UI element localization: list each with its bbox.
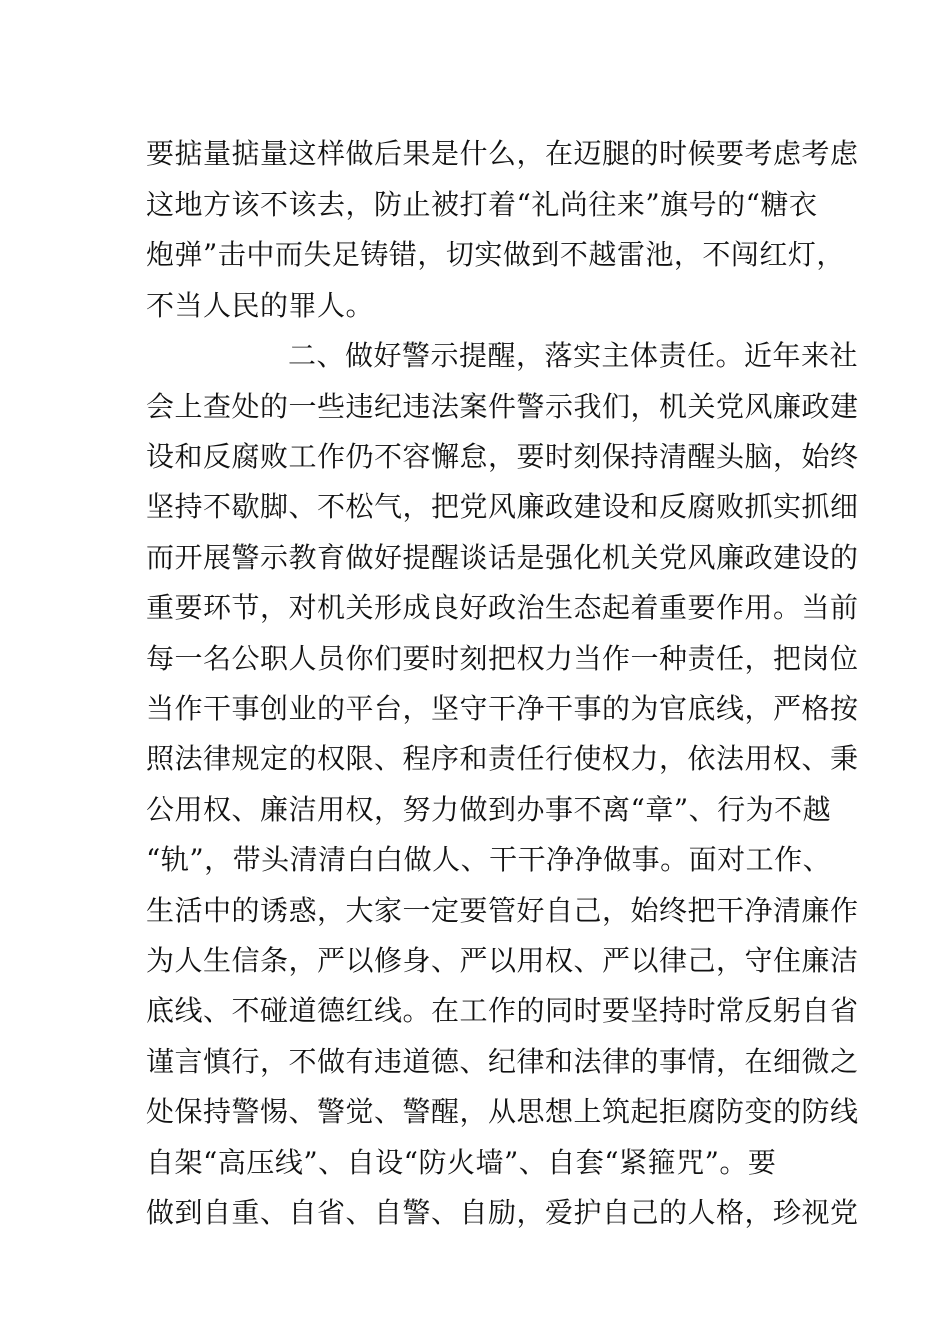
section-heading-line: 二、做好警示提醒，落实主体责任。近年来社 (288, 339, 859, 372)
text-line: 要掂量掂量这样做后果是什么，在迈腿的时候要考虑考虑 (146, 137, 859, 170)
text-line: 谨言慎行，不做有违道德、纪律和法律的事情，在细微之 (146, 1045, 859, 1078)
text-line: 为人生信条，严以修身、严以用权、严以律己，守住廉洁 (146, 944, 859, 977)
text-line: 照法律规定的权限、程序和责任行使权力，依法用权、秉 (146, 742, 859, 775)
text-line: 处保持警惕、警觉、警醒，从思想上筑起拒腐防变的防线 (146, 1095, 859, 1128)
text-line: 重要环节，对机关形成良好政治生态起着重要作用。当前 (146, 591, 859, 624)
text-line: 公用权、廉洁用权，努力做到办事不离“章”、行为不越 (146, 793, 832, 826)
text-line: 这地方该不该去，防止被打着“礼尚往来”旗号的“糖衣 (146, 188, 818, 221)
text-line: 而开展警示教育做好提醒谈话是强化机关党风廉政建设的 (146, 541, 859, 574)
text-line: 每一名公职人员你们要时刻把权力当作一种责任，把岗位 (146, 642, 859, 675)
text-line: 不当人民的罪人。 (146, 289, 375, 322)
text-line: 设和反腐败工作仍不容懈怠，要时刻保持清醒头脑，始终 (146, 440, 859, 473)
text-line: 坚持不歇脚、不松气，把党风廉政建设和反腐败抓实抓细 (146, 490, 859, 523)
text-line: “轨”，带头清清白白做人、干干净净做事。面对工作、 (146, 843, 832, 876)
text-line: 自架“高压线”、自设“防火墙”、自套“紧箍咒”。要 (146, 1146, 777, 1179)
text-line: 炮弹”击中而失足铸错，切实做到不越雷池，不闯红灯， (146, 238, 845, 271)
text-line: 做到自重、自省、自警、自励，爱护自己的人格，珍视党 (146, 1196, 859, 1229)
text-line: 会上查处的一些违纪违法案件警示我们，机关党风廉政建 (146, 390, 859, 423)
text-line: 生活中的诱惑，大家一定要管好自己，始终把干净清廉作 (146, 894, 859, 927)
text-line: 当作干事创业的平台，坚守干净干事的为官底线，严格按 (146, 692, 859, 725)
text-line: 底线、不碰道德红线。在工作的同时要坚持时常反躬自省 (146, 994, 859, 1027)
